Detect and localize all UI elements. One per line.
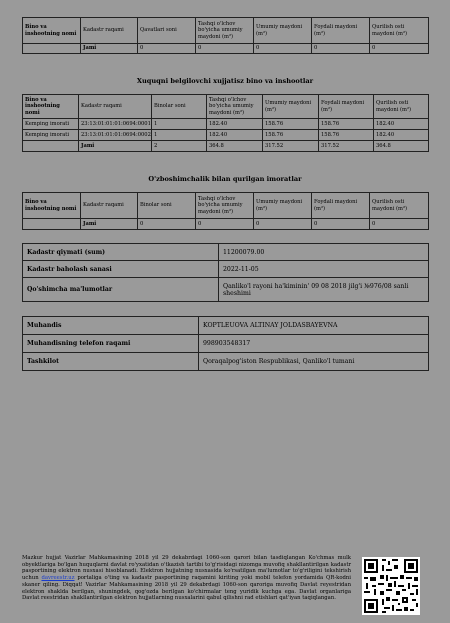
buildings-table-top xyxy=(22,17,429,54)
col-cadastre: Kadastr raqami xyxy=(81,18,138,44)
organization: Qoraqalpog'iston Respublikasi, Qanliko'l tumani xyxy=(199,353,429,371)
total-cell: 2 xyxy=(152,141,207,152)
table-row-total xyxy=(23,219,429,230)
extra-info: Qanliko'l rayoni ha'kiminin' 09 08 2018 jilg'i №976/08 sanli sheshimi xyxy=(219,278,429,302)
cell-building-area: 182.40 xyxy=(374,130,429,141)
total-cell: 364.8 xyxy=(207,141,263,152)
col-outer-area: Tashqi o'lchov bo'yicha umumiy maydoni (m²) xyxy=(207,95,263,119)
undocumented-buildings-table xyxy=(22,94,429,152)
cadastre-date-label: Kadastr baholash sanasi xyxy=(23,261,219,278)
cadastre-date: 2022-11-05 xyxy=(219,261,429,278)
section-title-undocumented: Xuquqni belgilovchi xujjatisz bino va inshootlar xyxy=(136,77,314,85)
col-cadastre: Kadastr raqami xyxy=(79,95,152,119)
col-total-area: Umumiy maydoni (m²) xyxy=(254,18,312,44)
registry-link[interactable]: davreestr.uz xyxy=(41,575,75,582)
col-building-count: Binolar soni xyxy=(152,95,207,119)
extra-info-label: Qo'shimcha ma'lumotlar xyxy=(23,278,219,302)
cadastre-value-table xyxy=(22,243,429,302)
col-building-area: Qurilish osti maydoni (m²) xyxy=(374,95,429,119)
col-name: Bino va inshootning nomi xyxy=(23,95,79,119)
section-title-unauthorized: O'zboshimchalik bilan qurilgan imoratlar xyxy=(148,175,302,183)
engineer-phone: 998903548317 xyxy=(199,335,429,353)
engineer-phone-label: Muhandisning telefon raqami xyxy=(23,335,199,353)
table-row xyxy=(23,130,429,141)
col-building-area: Qurilish osti maydoni (m²) xyxy=(370,193,429,219)
engineer-table xyxy=(22,316,429,371)
total-cell: 0 xyxy=(370,219,429,230)
total-cell: 0 xyxy=(254,44,312,54)
total-cell: 317.52 xyxy=(319,141,374,152)
cell-count: 1 xyxy=(152,119,207,130)
total-label: Jami xyxy=(81,44,138,54)
total-cell: 0 xyxy=(312,44,370,54)
col-total-area: Umumiy maydoni (m²) xyxy=(263,95,319,119)
engineer-label: Muhandis xyxy=(23,317,199,335)
col-name: Bino va inshootning nomi xyxy=(23,193,81,219)
engineer-name: KOPTLEUOVA ALTINAY JOLDASBAYEVNA xyxy=(199,317,429,335)
cell-useful-area: 158.76 xyxy=(319,130,374,141)
cadastre-value: 11200079.00 xyxy=(219,244,429,261)
col-cadastre: Kadastr raqami xyxy=(81,193,138,219)
total-cell: 364.8 xyxy=(374,141,429,152)
total-cell: 0 xyxy=(138,44,196,54)
total-cell: 0 xyxy=(196,219,254,230)
col-useful-area: Foydali maydoni (m²) xyxy=(312,18,370,44)
table-row-total xyxy=(23,141,429,152)
cell-useful-area: 158.76 xyxy=(319,119,374,130)
cadastre-value-label: Kadastr qiymati (sum) xyxy=(23,244,219,261)
col-floors: Qavatlari soni xyxy=(138,18,196,44)
col-outer-area: Tashqi o'lchov bo'yicha umumiy maydoni (m²) xyxy=(196,18,254,44)
cell-count: 1 xyxy=(152,130,207,141)
cell-name: Kemping imorati xyxy=(23,119,79,130)
cell-cadastre: 23:13:01:01:01:0694:0001 xyxy=(79,119,152,130)
total-cell: 0 xyxy=(312,219,370,230)
legal-notice-text: Mazkur hujjat Vazirlar Mahkamasining 2018 yil 29 dekabrdagi 1060-son qarori bilan tasdiqlangan Ko'chmas mulk obyektlariga bo'lgan huquqlarni davlat ro'yxatidan o'tkazish tartibi to'g'risidagi nizomga muvofiq shakllantirilgan kadastr pasportining elektron nusxasi hisoblanadi. Elektron hujjatning nusxasida ko'rsatilgan ma'lumotlar to'g'riligini tekshirish uchun xyxy=(22,555,351,582)
total-label: Jami xyxy=(79,141,152,152)
cell-name: Kemping imorati xyxy=(23,130,79,141)
cell-building-area: 182.40 xyxy=(374,119,429,130)
total-cell: 317.52 xyxy=(263,141,319,152)
total-cell: 0 xyxy=(370,44,429,54)
cell-cadastre: 23:13:01:01:01:0694:0002 xyxy=(79,130,152,141)
total-cell: 0 xyxy=(196,44,254,54)
col-name: Bino va inshootning nomi xyxy=(23,18,81,44)
cell-outer-area: 182.40 xyxy=(207,130,263,141)
col-useful-area: Foydali maydoni (m²) xyxy=(312,193,370,219)
cell-total-area: 158.76 xyxy=(263,119,319,130)
table-row xyxy=(23,119,429,130)
col-outer-area: Tashqi o'lchov bo'yicha umumiy maydoni (m²) xyxy=(196,193,254,219)
legal-notice-text-2: portaliga o'ting va kadastr pasportining raqamini kiriting yoki mobil telefon yordamida QR-kodni skaner qiling. Diqqat! Vazirlar Mahkamasining 2018 yil 29 dekabrdagi 1060-son qaroriga muvofiq Davlat reyestridan elektron shaklda berilgan, shuningdek, qog'ozda berilgan ko'chirmalar teng yuridik kuchga ega. Davlat organlariga Davlat reestridan shakllantirilgan elektron hujjatlarning nusxalarini qabul qilishni rad etishlari qat'iyan taqiqlangan. xyxy=(22,575,352,602)
col-total-area: Umumiy maydoni (m²) xyxy=(254,193,312,219)
unauthorized-buildings-table xyxy=(22,192,429,230)
total-label: Jami xyxy=(81,219,138,230)
table-row-total xyxy=(23,44,429,54)
legal-notice xyxy=(22,555,351,602)
col-useful-area: Foydali maydoni (m²) xyxy=(319,95,374,119)
col-building-area: Qurilish osti maydoni (m²) xyxy=(370,18,429,44)
cell-outer-area: 182.40 xyxy=(207,119,263,130)
total-cell: 0 xyxy=(138,219,196,230)
total-cell: 0 xyxy=(254,219,312,230)
col-building-count: Binolar soni xyxy=(138,193,196,219)
cell-total-area: 158.76 xyxy=(263,130,319,141)
qr-code-icon[interactable] xyxy=(362,557,420,615)
organization-label: Tashkilot xyxy=(23,353,199,371)
